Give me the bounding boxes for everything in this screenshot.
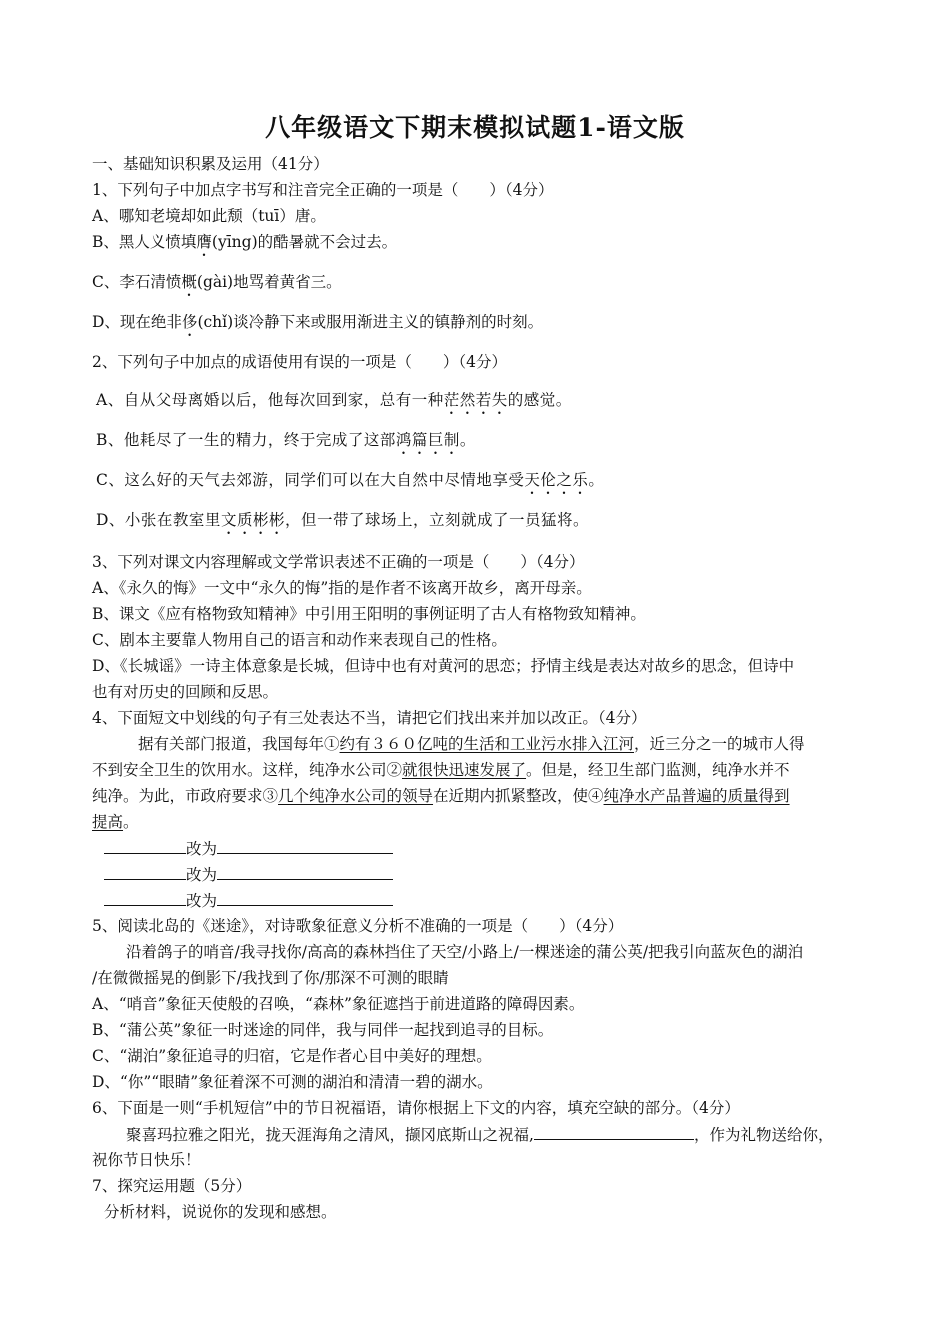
fill-blank[interactable] [534, 1124, 694, 1140]
underlined-sentence: 几个纯净水公司的领导 [278, 787, 434, 805]
answer-blank[interactable] [104, 838, 186, 854]
q3-option-d-line2: 也有对历史的回顾和反思。 [92, 683, 279, 701]
underlined-sentence: 提高 [92, 813, 124, 831]
answer-blank[interactable] [217, 864, 393, 880]
text: B、黑人义愤填 [92, 233, 197, 251]
q4-passage-line2 [92, 760, 790, 780]
q5-stem: 5、阅读北岛的《迷途》，对诗歌象征意义分析不准确的一项是（ ）（4分） [92, 917, 624, 935]
text: D、现在绝非 [92, 313, 182, 331]
q3-option-a: A、《永久的悔》一文中“永久的悔”指的是作者不该离开故乡，离开母亲。 [92, 579, 592, 597]
text: 。但是，经卫生部门监测，纯净水并不 [526, 761, 790, 779]
q4-answer-line-1 [104, 838, 393, 859]
label: 改为 [186, 892, 218, 910]
pinyin: (yīng) [211, 233, 258, 251]
answer-blank[interactable] [217, 838, 393, 854]
dotted-char: 侈 [181, 313, 198, 331]
text: D、小张在教室里 [96, 511, 221, 529]
text: A、哪知老境却如此颓（ [92, 207, 259, 225]
q5-option-b: B、“蒲公英”象征一时迷途的同伴，我与同伴一起找到追寻的目标。 [92, 1021, 554, 1039]
text: B、他耗尽了一生的精力，终于完成了这部 [96, 431, 396, 449]
q3-option-d-line1: D、《长城谣》一诗主体意象是长城，但诗中也有对黄河的思恋；抒情主线是表达对故乡的思念，但诗中 [92, 657, 795, 675]
q6-message-line2: 祝你节日快乐！ [92, 1151, 201, 1169]
text: 的酷暑就不会过去。 [257, 233, 398, 251]
q6-message-line1 [126, 1124, 833, 1145]
text: ）唐。 [279, 207, 326, 225]
dotted-idiom: 鸿篇巨制 [395, 431, 460, 449]
q2-option-b [96, 430, 476, 458]
q4-stem: 4、下面短文中划线的句子有三处表达不当，请把它们找出来并加以改正。（4分） [92, 709, 647, 727]
q5-option-a: A、“哨音”象征天使般的召唤，“森林”象征遮挡于前进道路的障碍因素。 [92, 995, 585, 1013]
q3-option-c: C、剧本主要靠人物用自己的语言和动作来表现自己的性格。 [92, 631, 507, 649]
answer-blank[interactable] [104, 864, 186, 880]
q2-option-d [96, 510, 589, 538]
q1-stem: 1、下列句子中加点字书写和注音完全正确的一项是（ ）（4分） [92, 181, 554, 199]
answer-blank[interactable] [217, 890, 393, 906]
page-title: 八年级语文下期末模拟试题1-语文版 [265, 113, 685, 142]
text: 。 [459, 431, 476, 449]
text: 不到安全卫生的饮用水。这样，纯净水公司② [92, 761, 403, 779]
q4-answer-line-2 [104, 864, 393, 885]
q3-stem: 3、下列对课文内容理解或文学常识表述不正确的一项是（ ）（4分） [92, 553, 585, 571]
q5-poem-line2: /在微微摇晃的倒影下/我找到了你/那深不可测的眼睛 [92, 969, 449, 987]
text: 聚喜玛拉雅之阳光，拢天涯海角之清风，撷冈底斯山之祝福, [126, 1126, 534, 1144]
q4-passage-line4 [92, 812, 139, 832]
underlined-sentence: 约有３６０亿吨的生活和工业污水排入江河 [339, 735, 635, 753]
q4-answer-line-3 [104, 890, 393, 911]
text: A、自从父母离婚以后，他每次回到家，总有一种 [96, 391, 444, 409]
dotted-char: 膺 [196, 233, 212, 251]
q5-option-d: D、“你”“眼睛”象征着深不可测的湖泊和清清一碧的湖水。 [92, 1073, 493, 1091]
q5-poem-line1: 沿着鸽子的哨音/我寻找你/高高的森林挡住了天空/小路上/一棵迷途的蒲公英/把我引向蓝灰色的湖泊 [126, 943, 804, 961]
text: 据有关部门报道，我国每年① [138, 735, 340, 753]
text: C、这么好的天气去郊游，同学们可以在大自然中尽情地享受 [96, 471, 525, 489]
q6-stem: 6、下面是一则“手机短信”中的节日祝福语，请你根据上下文的内容，填充空缺的部分。（4分） [92, 1099, 740, 1117]
section-heading: 一、基础知识积累及运用（41分） [92, 155, 329, 173]
text: 。 [588, 471, 605, 489]
q3-option-b: B、课文《应有格物致知精神》中引用王阳明的事例证明了古人有格物致知精神。 [92, 605, 646, 623]
dotted-idiom: 茫然若失 [443, 391, 508, 409]
dotted-idiom: 文质彬彬 [220, 511, 285, 529]
pinyin: tuī [258, 207, 280, 225]
text: 地骂着黄省三。 [233, 273, 342, 291]
label: 改为 [186, 866, 218, 884]
text: ，近三分之一的城市人得 [634, 735, 805, 753]
q2-option-c [96, 470, 604, 498]
text: ，但一带了球场上，立刻就成了一员猛将。 [284, 511, 589, 529]
dotted-char: 概 [181, 273, 197, 291]
q1-option-c [92, 272, 342, 300]
q7-stem: 7、探究运用题（5分） [92, 1177, 252, 1195]
q5-option-c: C、“湖泊”象征追寻的归宿，它是作者心目中美好的理想。 [92, 1047, 492, 1065]
text: 。 [123, 813, 139, 831]
text: 在近期内抓紧整改，使④ [433, 787, 604, 805]
text: 纯净。为此，市政府要求③ [92, 787, 279, 805]
underlined-sentence: 纯净水产品普遍的质量得到 [603, 787, 790, 805]
q7-prompt: 分析材料，说说你的发现和感想。 [104, 1203, 337, 1221]
underlined-sentence: 就很快迅速发展了 [402, 761, 527, 779]
q4-passage-line3 [92, 786, 790, 806]
q2-option-a [96, 390, 572, 418]
dotted-idiom: 天伦之乐 [524, 471, 589, 489]
text: 谈冷静下来或服用渐进主义的镇静剂的时刻。 [233, 313, 544, 331]
q1-option-d [92, 312, 543, 340]
q4-passage-line1 [138, 734, 805, 754]
pinyin: (chǐ) [197, 313, 234, 331]
answer-blank[interactable] [104, 890, 186, 906]
q2-stem: 2、下列句子中加点的成语使用有误的一项是（ ）（4分） [92, 353, 507, 371]
text: 的感觉。 [507, 391, 572, 409]
q1-option-a [92, 206, 326, 226]
text: C、李石清愤 [92, 273, 182, 291]
text: ，作为礼物送给你， [693, 1126, 834, 1144]
q1-option-b [92, 232, 397, 260]
pinyin: (gài) [196, 273, 234, 291]
label: 改为 [186, 840, 218, 858]
